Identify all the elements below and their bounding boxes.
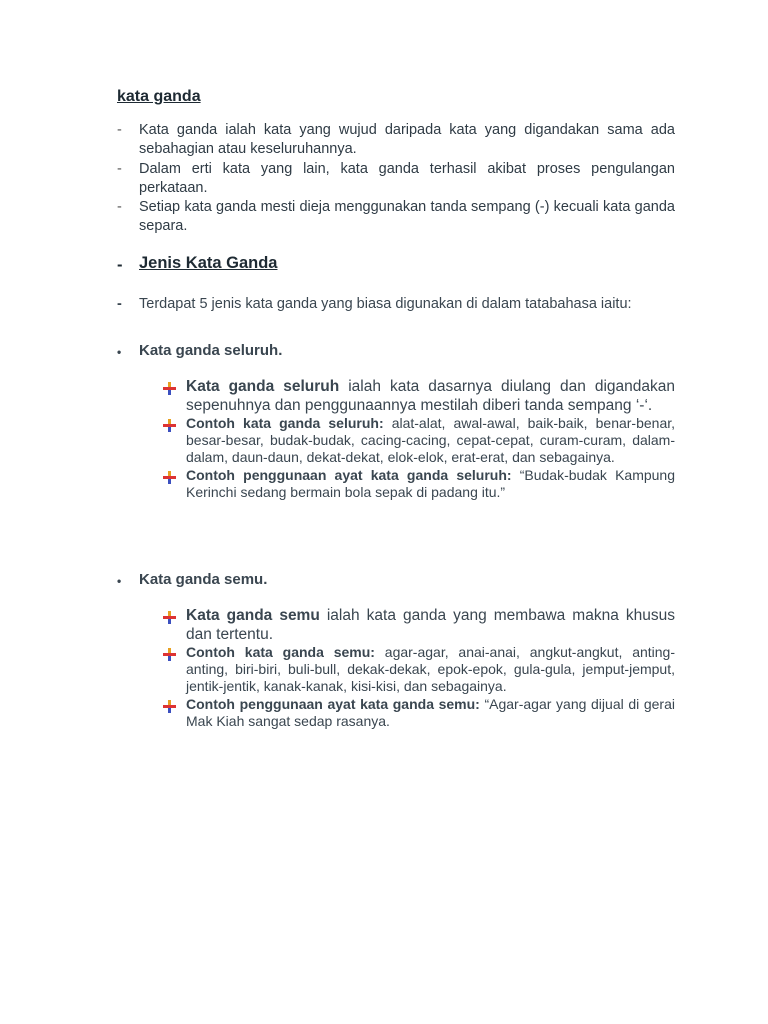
term-label: Contoh penggunaan ayat kata ganda semu: [186, 695, 480, 712]
item-text: alat-alat, awal-awal, baik-baik, benar-benar, besar-besar, budak-budak, cacing-cacing, cepat-cepat, curam-curam, dalam-dalam, daun-daun, dekat-dekat, elok-elok, erat-erat, dan sebagainya. [186, 415, 676, 466]
definition-text: Dalam erti kata yang lain, kata ganda terhasil akibat proses pengulangan perkataan. [139, 160, 675, 196]
list-item [117, 160, 675, 199]
list-item [117, 121, 675, 160]
item-text: “Agar-agar yang dijual di gerai Mak Kiah sangat sedap rasanya. [186, 695, 675, 729]
type-semu-list [163, 607, 675, 730]
type-heading-text: Kata ganda seluruh. [139, 342, 283, 359]
definition-list [117, 121, 675, 237]
list-item [163, 467, 675, 501]
intro-text: Terdapat 5 jenis kata ganda yang biasa digunakan di dalam tatabahasa iaitu: [139, 296, 632, 312]
arrow-bullet-icon [163, 471, 176, 484]
item-text: “Budak-budak Kampung Kerinchi sedang bermain bola sepak di padang itu.” [186, 466, 675, 500]
page-title: kata ganda [117, 88, 201, 105]
list-item [163, 644, 675, 696]
list-item [163, 415, 675, 467]
list-item [163, 607, 675, 644]
item-text: ialah kata ganda yang membawa makna khusus dan tertentu. [186, 607, 675, 643]
item-text: agar-agar, anai-anai, angkut-angkut, anting-anting, biri-biri, buli-bull, dekak-dekak, epok-epok, gula-gula, jemput-jemput, jentik-jentik, kanak-kanak, kisi-kisi, dan sebagainya. [186, 644, 675, 695]
dash-marker: - [117, 122, 122, 138]
definition-text: Kata ganda ialah kata yang wujud daripada kata yang digandakan sama ada sebahagian atau keseluruhannya. [139, 122, 675, 158]
term-label: Contoh penggunaan ayat kata ganda seluruh: [186, 466, 512, 483]
arrow-bullet-icon [163, 419, 176, 432]
arrow-bullet-icon [163, 611, 176, 624]
arrow-bullet-icon [163, 700, 176, 713]
type-heading-text: Kata ganda semu. [139, 571, 268, 588]
arrow-bullet-icon [163, 382, 176, 395]
list-item [117, 198, 675, 237]
list-item [163, 378, 675, 415]
term-label: Kata ganda semu [186, 607, 320, 624]
term-label: Contoh kata ganda seluruh: [186, 415, 384, 431]
bullet-icon: • [117, 345, 122, 359]
term-label: Contoh kata ganda semu: [186, 644, 375, 660]
dash-marker: - [117, 199, 122, 216]
list-item [163, 696, 675, 730]
item-text: ialah kata dasarnya diulang dan digandakan sepenuhnya dan penggunaannya mestilah diberi tanda sempang ‘-‘. [186, 378, 675, 414]
dash-marker: - [117, 296, 122, 312]
type-seluruh-list [163, 378, 675, 501]
definition-text: Setiap kata ganda mesti dieja menggunakan tanda sempang (-) kecuali kata ganda separa. [139, 199, 675, 235]
dash-marker: - [117, 160, 122, 177]
term-label: Kata ganda seluruh [186, 378, 340, 395]
arrow-bullet-icon [163, 648, 176, 661]
dash-marker: - [117, 256, 123, 274]
bullet-icon: • [117, 574, 122, 588]
section-heading-text: Jenis Kata Ganda [139, 254, 278, 272]
